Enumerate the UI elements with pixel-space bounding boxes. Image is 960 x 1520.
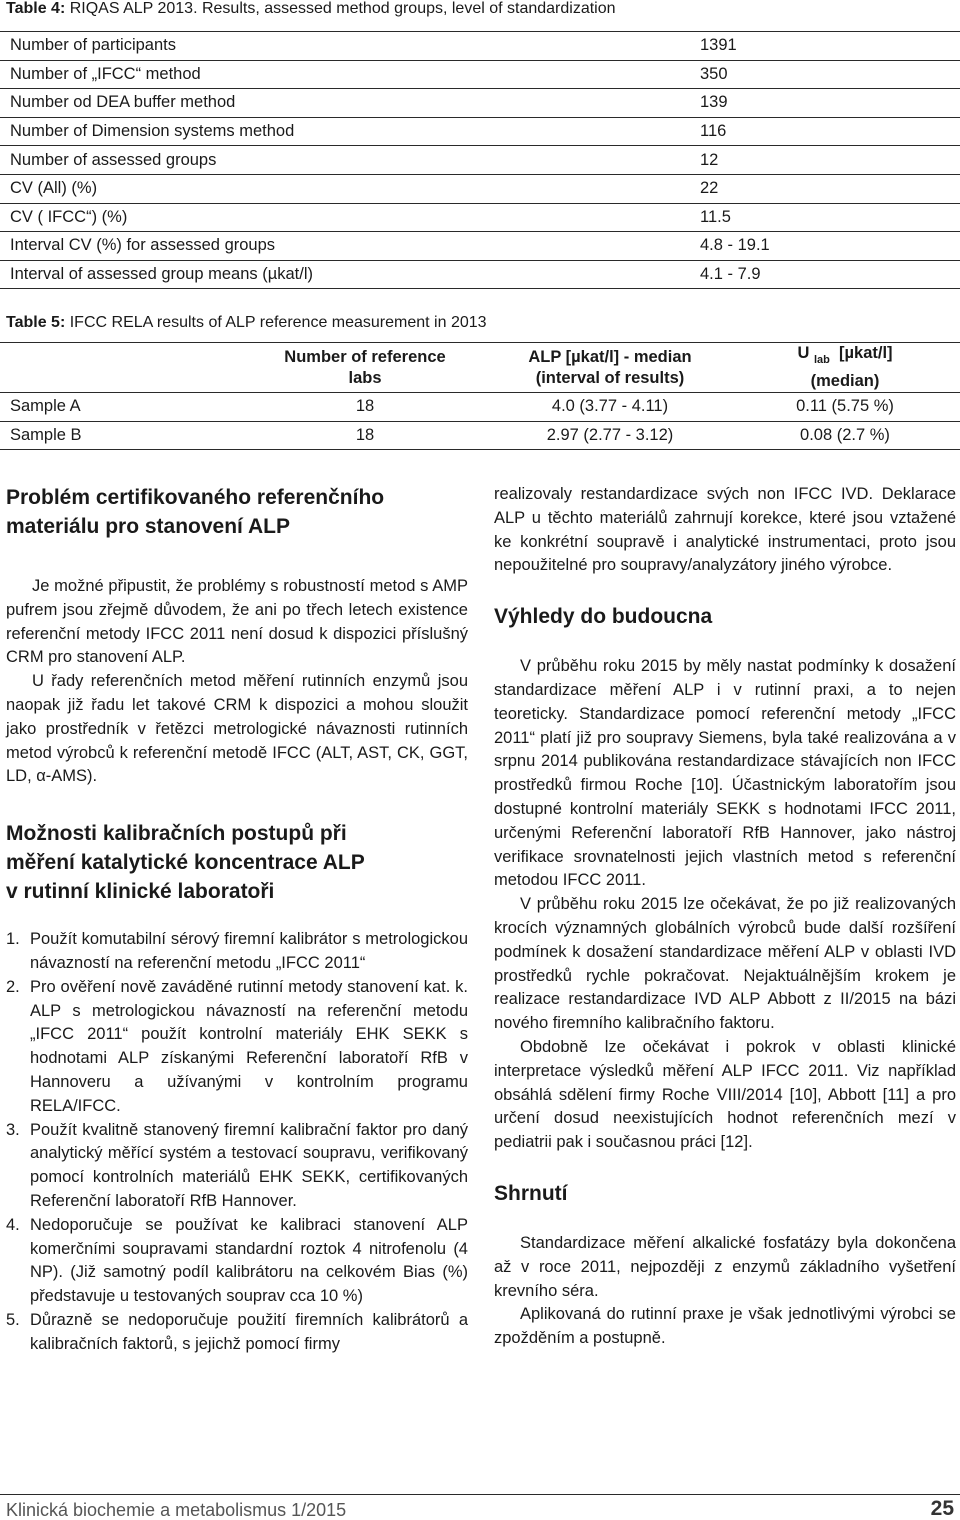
ulab-median: 0.11 (5.75 %) xyxy=(730,393,960,422)
row-value: 11.5 xyxy=(700,203,960,232)
row-value: 12 xyxy=(700,146,960,175)
paragraph: Aplikovaná do rutinní praxe je však jednotlivými výrobci se zpožděním a postupně. xyxy=(494,1305,956,1348)
row-value: 1391 xyxy=(700,32,960,61)
left-column xyxy=(6,483,468,1357)
row-value: 4.1 - 7.9 xyxy=(700,260,960,289)
sample-label: Sample A xyxy=(0,393,240,422)
paragraph: realizovaly restandardizace svých non IFCC IVD. Deklarace ALP u těchto materiálů zahrnují korekce, které jsou vztažené ke konkrétní soupravě i analytické instrumentaci, proto jsou nepoužitelné pro soupravy/analyzátory jiného výrobce. xyxy=(494,485,956,575)
table5 xyxy=(0,342,960,450)
section-heading-crm: Problém certifikovaného referenčního materiálu pro stanovení ALP xyxy=(6,486,385,538)
row-label: CV (All) (%) xyxy=(0,174,700,203)
labs-count: 18 xyxy=(240,393,490,422)
row-label: Interval of assessed group means (µkat/l) xyxy=(0,260,700,289)
list-item xyxy=(6,976,468,1119)
alp-median: 4.0 (3.77 - 4.11) xyxy=(490,393,730,422)
row-label: Number od DEA buffer method xyxy=(0,89,700,118)
alp-median: 2.97 (2.77 - 3.12) xyxy=(490,421,730,450)
list-text: Použít komutabilní sérový firemní kalibrátor s metrologickou návazností na referenční metodu „IFCC 2011“ xyxy=(30,930,468,972)
labs-count: 18 xyxy=(240,421,490,450)
ulab-median: 0.08 (2.7 %) xyxy=(730,421,960,450)
table-row xyxy=(0,174,960,203)
table5-header-empty xyxy=(0,343,240,393)
table5-header-row xyxy=(0,343,960,393)
paragraph: U řady referenčních metod měření rutinních enzymů jsou naopak již řadu let takové CRM k dispozici a mohou sloužit jako prostředník v řetězci metrologické návaznosti rutinních metod výrobců k referenční metodě IFCC (ALT, AST, CK, GGT, LD, α-AMS). xyxy=(6,672,468,786)
table-row xyxy=(0,393,960,422)
table-row xyxy=(0,146,960,175)
row-label: Interval CV (%) for assessed groups xyxy=(0,232,700,261)
section-heading-outlook: Výhledy do budoucna xyxy=(494,605,713,629)
list-text: Nedoporučuje se používat ke kalibraci stanovení ALP komerčními soupravami standardní roztok 4 nitrofenolu (4 NP). (Již samotný podíl kalibrátoru na celkovém Bias (%) představuje u testovaných souprav cca 10 %) xyxy=(30,1215,468,1306)
table-row xyxy=(0,232,960,261)
list-text: Pro ověření nově zaváděné rutinní metody stanovení kat. k. ALP s metrologickou návazností na referenční metodu „IFCC 2011“ použít kontrolní materiály EHK SEKK s hodnotami ALP získanými Referenční laboratoří RfB v Hannoveru a užívanými v kontrolním programu RELA/IFCC. xyxy=(30,977,468,1115)
list-item xyxy=(6,1119,468,1214)
row-value: 22 xyxy=(700,174,960,203)
section-heading-summary: Shrnutí xyxy=(494,1181,568,1205)
table5-header-ulab: U $_{lab}$ [µkat/l] (median) xyxy=(730,343,960,393)
row-label: CV ( IFCC“) (%) xyxy=(0,203,700,232)
sample-label: Sample B xyxy=(0,421,240,450)
table4-caption-text: RIQAS ALP 2013. Results, assessed method groups, level of standardization xyxy=(69,0,616,17)
row-value: 139 xyxy=(700,89,960,118)
list-number: 2. xyxy=(6,977,20,996)
footer-divider xyxy=(0,1494,960,1495)
table-row xyxy=(0,89,960,118)
list-number: 3. xyxy=(6,1120,20,1139)
table4 xyxy=(0,31,960,289)
row-value: 116 xyxy=(700,117,960,146)
table-row xyxy=(0,32,960,61)
table-row xyxy=(0,421,960,450)
row-label: Number of Dimension systems method xyxy=(0,117,700,146)
row-value: 350 xyxy=(700,60,960,89)
list-number: 1. xyxy=(6,930,20,949)
list-item xyxy=(6,1309,468,1357)
list-item xyxy=(6,1214,468,1309)
journal-name: Klinická biochemie a metabolismus 1/2015 xyxy=(6,1500,347,1520)
table5-caption-text: IFCC RELA results of ALP reference measurement in 2013 xyxy=(69,314,487,331)
page-number: 25 xyxy=(930,1497,954,1520)
paragraph: V průběhu roku 2015 by měly nastat podmínky k dosažení standardizace měření ALP i v rutinní praxi, a to nejen teoreticky. Standardizace pomocí referenční metody „IFCC 2011“ platí již pro soupravy Siemens, byla také realizována a v srpnu 2014 publikována restandardizace stávajících non IFCC prostředků firmou Roche [10]. Účastnickým laboratořím jsou dostupné kontrolní materiály SEKK s hodnotami IFCC 2011, určenými Referenční laboratoří RfB Hannover, jako nástroj verifikace srovnatelnosti jejich vlastních metod s referenční metodou IFCC 2011. xyxy=(494,657,956,890)
table5-caption-label: Table 5: xyxy=(6,314,66,331)
table5-header-alp: ALP [µkat/l] - median (interval of results) xyxy=(490,343,730,393)
row-value: 4.8 - 19.1 xyxy=(700,232,960,261)
list-text: Důrazně se nedoporučuje použití firemních kalibrátorů a kalibračních faktorů, s jejichž pomocí firmy xyxy=(30,1310,468,1353)
row-label: Number of assessed groups xyxy=(0,146,700,175)
table-row xyxy=(0,60,960,89)
list-item xyxy=(6,928,468,976)
right-column xyxy=(494,483,956,1351)
row-label: Number of „IFCC“ method xyxy=(0,60,700,89)
paragraph: Je možné připustit, že problémy s robustností metod s AMP pufrem jsou zřejmě důvodem, že ani po třech letech existence referenční metody IFCC 2011 není dosud k dispozici příslušný CRM pro stanovení ALP. xyxy=(6,577,468,667)
table4-caption xyxy=(6,0,616,18)
table-row xyxy=(0,260,960,289)
paragraph: Obdobně lze očekávat i pokrok v oblasti klinické interpretace výsledků měření ALP IFCC 2011. Viz například obsáhlá sdělení firmy Roche VIII/2014 [10], Abbott [11] a pro určení dosud neexistujících hodnot referenčních mezí v pediatrii pak i současnou práci [12]. xyxy=(494,1037,956,1152)
table-row xyxy=(0,117,960,146)
table-row xyxy=(0,203,960,232)
section-heading-calibration: Možnosti kalibračních postupů při měření katalytické koncentrace ALP v rutinní klinické laboratoři xyxy=(6,822,365,904)
table5-header-labs: Number of reference labs xyxy=(240,343,490,393)
table5-caption xyxy=(6,314,487,332)
list-text: Použít kvalitně stanovený firemní kalibrační faktor pro daný analytický měřící systém a testovací soupravu, verifikovaný pomocí kontrolních materiálů EHK SEKK, certifikovaných Referenční laboratoří RfB Hannover. xyxy=(30,1120,468,1210)
list-number: 5. xyxy=(6,1310,20,1329)
paragraph: V průběhu roku 2015 lze očekávat, že po již realizovaných krocích významných globálních výrobců bude další rozšíření podmínek k dosažení standardizace měření ALP v oblasti IVD prostředků rychle pokračovat. Nejaktuálnějším krokem je realizace restandardizace IVD ALP Abbott z II/2015 na bázi nového firemního kalibračního faktoru. xyxy=(494,895,956,1033)
row-label: Number of participants xyxy=(0,32,700,61)
table4-caption-label: Table 4: xyxy=(6,0,66,17)
paragraph: Standardizace měření alkalické fosfatázy byla dokončena až v roce 2011, nejpozději z enzymů základního vyšetření krevního séra. xyxy=(494,1233,956,1300)
list-number: 4. xyxy=(6,1215,20,1234)
calibration-list xyxy=(6,928,468,1356)
